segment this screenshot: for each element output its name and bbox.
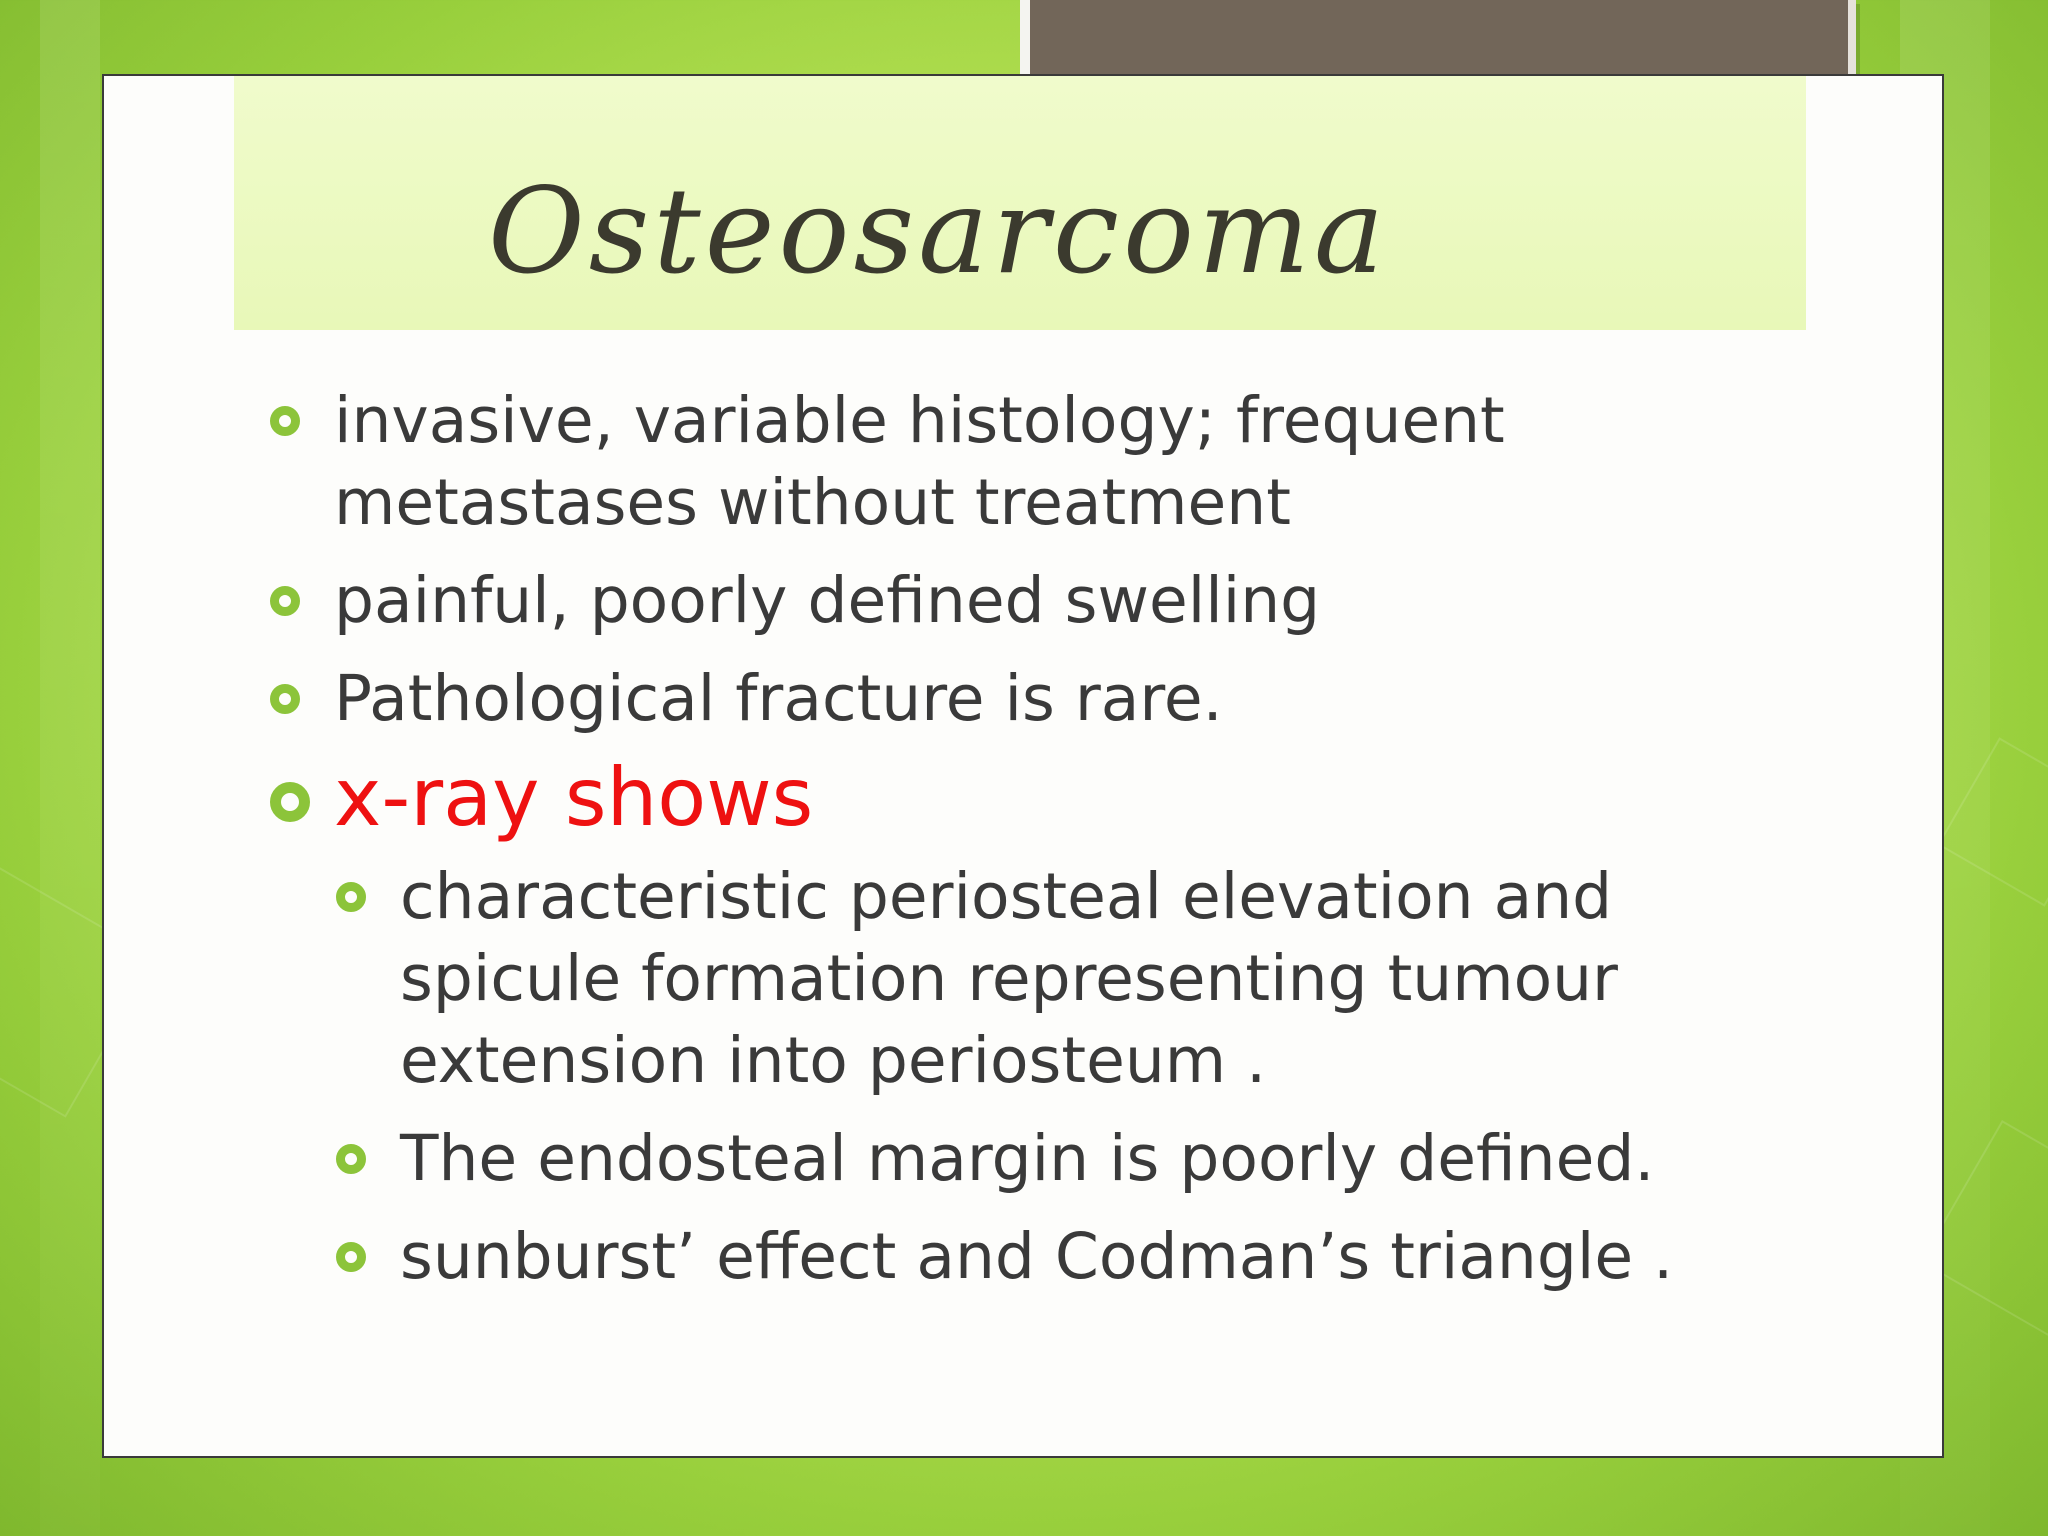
bullet-text: invasive, variable histology; frequent metastases without treatment [334, 384, 1505, 539]
ring-bullet-icon [336, 1144, 366, 1174]
ring-bullet-icon [270, 782, 310, 822]
ring-bullet-icon [270, 406, 300, 436]
slide-title: Osteosarcoma [488, 162, 1389, 300]
bullet-item [270, 658, 1830, 740]
ring-bullet-icon [336, 882, 366, 912]
background-streak [40, 0, 100, 1536]
bullet-item [270, 380, 1830, 544]
sub-bullet-item [270, 856, 1830, 1102]
bullet-list [270, 380, 1830, 1298]
sub-bullet-item [270, 1216, 1830, 1298]
sub-bullet-text: The endosteal margin is poorly defined. [400, 1122, 1655, 1195]
bullet-text: painful, poorly defined swelling [334, 564, 1321, 637]
sub-bullet-item [270, 1118, 1830, 1200]
ring-bullet-icon [270, 586, 300, 616]
sub-bullet-text: characteristic periosteal elevation and spicule formation representing tumour extension into periosteum . [400, 860, 1618, 1097]
ring-bullet-icon [270, 684, 300, 714]
bullet-text: Pathological fracture is rare. [334, 662, 1223, 735]
bullet-text: x-ray shows [334, 751, 814, 844]
bullet-item-highlight [270, 750, 1830, 846]
header-accent-strip [1020, 0, 1030, 76]
bullet-item [270, 560, 1830, 642]
ring-bullet-icon [336, 1242, 366, 1272]
sub-bullet-text: sunburst’ effect and Codman’s triangle . [400, 1220, 1674, 1293]
